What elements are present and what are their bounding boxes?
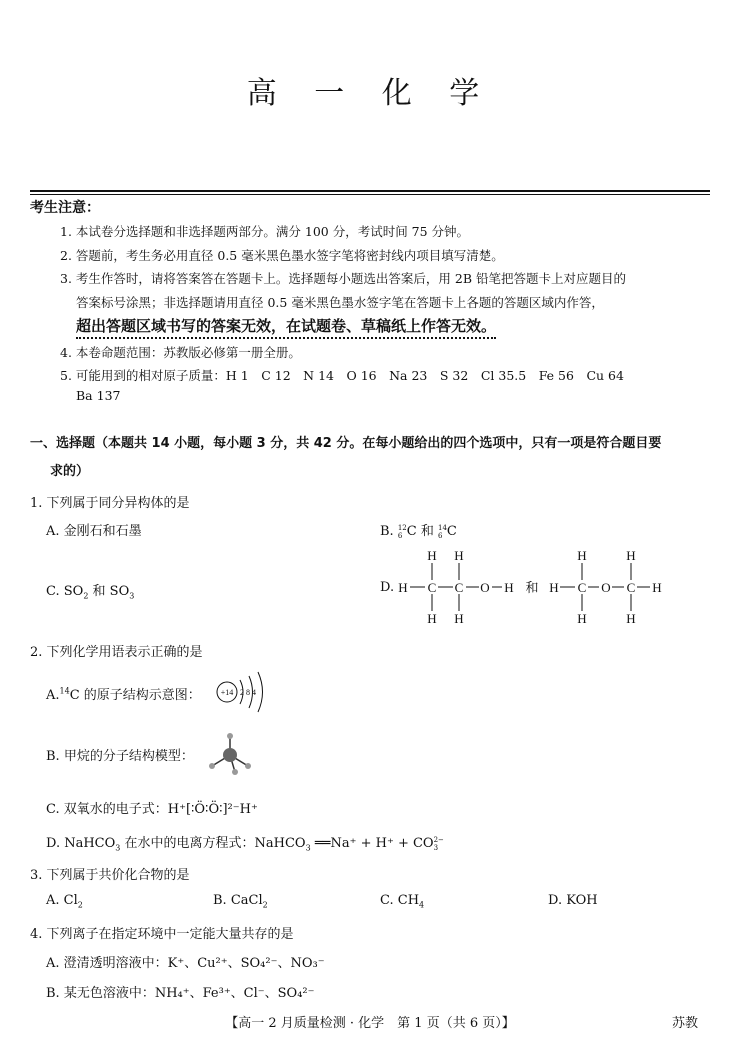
atom-o: O [601, 580, 611, 595]
atom-c: C [454, 580, 464, 595]
atom-c: C [427, 580, 437, 595]
atom-h: H [652, 580, 662, 595]
header-rule-thick [30, 190, 710, 192]
question-3-option-a: A. $Cl_2$ [46, 893, 83, 910]
svg-text:2 8 4: 2 8 4 [240, 688, 256, 697]
structure-and: 和 [525, 580, 539, 595]
atom-h: H [454, 611, 464, 626]
atom-h: H [427, 548, 437, 563]
methane-model-icon [205, 730, 255, 780]
atom-h: H [626, 548, 636, 563]
atom-h: H [577, 548, 587, 563]
notice-item-5-cont: Ba 137 [76, 388, 121, 403]
question-2-stem: 2. 下列化学用语表示正确的是 [30, 645, 203, 660]
notice-item-3-cont: 答案标号涂黑；非选择题请用直径 0.5 毫米黑色墨水签字笔在答题卡上各题的答题区域内作答， [76, 295, 604, 310]
question-1-option-b: B. 12 6 C 和 14 6 C [380, 523, 457, 540]
question-3-option-b: B. CaCl$_2$ [213, 893, 268, 910]
page-footer: 【高一 2 月质量检测 · 化学 第 1 页（共 6 页）】 [225, 1016, 515, 1031]
question-1-stem: 1. 下列属于同分异构体的是 [30, 496, 190, 511]
notice-item-2: 2. 答题前，考生务必用直径 0.5 毫米黑色墨水签字笔将密封线内项目填写清楚。 [60, 248, 504, 263]
page-title: 高 一 化 学 [246, 76, 494, 111]
atom-c: C [577, 580, 587, 595]
section-heading-cont: 求的） [50, 464, 90, 479]
question-2-option-c: C. 双氧水的电子式：H⁺[∶Ö∶Ö∶]²⁻H⁺ [46, 802, 258, 817]
atom-h: H [626, 611, 636, 626]
question-3-option-c: C. $CH_4$ [380, 893, 425, 910]
question-2-option-b: B. 甲烷的分子结构模型： [46, 749, 194, 764]
question-2-option-d: D. NaHCO$_3$ 在水中的电离方程式：NaHCO$_3$ ══Na⁺ + H⁺ + CO 2− 3 [46, 835, 444, 853]
atom-h: H [398, 580, 408, 595]
question-3-stem: 3. 下列属于共价化合物的是 [30, 868, 190, 883]
question-1-option-c: C. $SO_2$ 和 $SO_3$ [46, 584, 135, 601]
question-1-option-d-structures [398, 547, 698, 627]
question-2-option-a: A.$^{14}$C 的原子结构示意图： [46, 686, 201, 703]
atom-h: H [454, 548, 464, 563]
atom-h: H [427, 611, 437, 626]
notice-item-4: 4. 本卷命题范围：苏教版必修第一册全册。 [60, 345, 301, 360]
question-3-option-d: D. KOH [548, 893, 598, 908]
atom-c: C [626, 580, 636, 595]
question-4-option-a: A. 澄清透明溶液中：K⁺、Cu²⁺、SO₄²⁻、NO₃⁻ [46, 956, 325, 971]
section-heading: 一、选择题（本题共 14 小题，每小题 3 分，共 42 分。在每小题给出的四个选项中，只有一项是符合题目要 [30, 436, 662, 451]
notice-heading: 考生注意： [30, 200, 100, 216]
atom-h: H [577, 611, 587, 626]
notice-item-3: 3. 考生作答时，请将答案答在答题卡上。选择题每小题选出答案后，用 2B 铅笔把答题卡上对应题目的 [60, 271, 626, 286]
question-1-option-d: D. [380, 580, 395, 595]
footer-edition: 苏教 [672, 1016, 699, 1031]
question-4-option-b: B. 某无色溶液中：NH₄⁺、Fe³⁺、Cl⁻、SO₄²⁻ [46, 986, 315, 1001]
notice-item-3-emphasis: 超出答题区域书写的答案无效，在试题卷、草稿纸上作答无效。 [76, 315, 496, 339]
atomic-structure-diagram [216, 670, 276, 714]
atom-o: O [480, 580, 490, 595]
svg-text:+14: +14 [220, 688, 234, 697]
question-4-stem: 4. 下列离子在指定环境中一定能大量共存的是 [30, 927, 294, 942]
question-1-option-a: A. 金刚石和石墨 [46, 524, 142, 539]
header-rule-thin [30, 194, 710, 195]
notice-item-1: 1. 本试卷分选择题和非选择题两部分。满分 100 分，考试时间 75 分钟。 [60, 224, 470, 239]
atom-h: H [504, 580, 514, 595]
atom-h: H [549, 580, 559, 595]
notice-item-5: 5. 可能用到的相对原子质量：H 1 C 12 N 14 O 16 Na 23 S 32 Cl 35.5 Fe 56 Cu 64 [60, 368, 624, 383]
